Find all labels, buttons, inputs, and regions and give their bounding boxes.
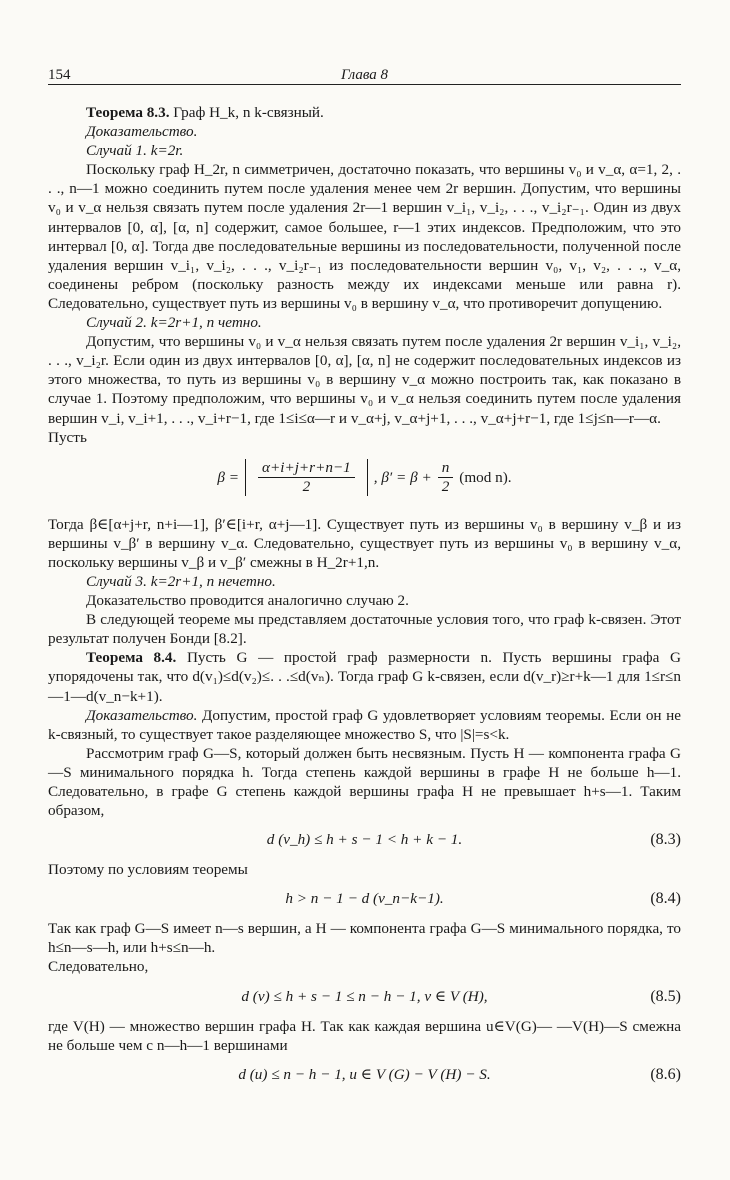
floor-fraction (245, 459, 368, 496)
paragraph-case-2: Допустим, что вершины v₀ и v_α нельзя связать путем после удаления 2r вершин v_i₁, v_i₂, . . ., v_i₂r. Если один из двух интервалов [0, α], [α, n] не содержит последовательных индексов из этого множества, то путь из вершины v₀ в вершину v_α можно построить так, как показано в случае 1. Поэтому предположим, что вершины v₀ и v_α нельзя соединить путем после удаления вершин v_i, v_i+1, . . ., v_i+r−1, где 1≤i≤α—r и v_α+j, v_α+j+1, . . ., v_α+j+r−1, где 1≤j≤n—r—α. (48, 333, 681, 427)
paragraph-vertex-set: где V(H) — множество вершин графа H. Так как каждая вершина u∈V(G)— —V(H)—S смежна не больше чем с n—h—1 вершинами (48, 1017, 681, 1054)
equation-8-3-expr: d (v_h) ≤ h + s − 1 < h + k − 1. (266, 831, 463, 849)
mod-n: (mod n). (459, 469, 512, 487)
paragraph-case-3: Доказательство проводится аналогично случаю 2. (86, 592, 409, 610)
equation-8-6-expr: d (u) ≤ n − h − 1, u ∈ V (G) − V (H) − S. (238, 1065, 491, 1083)
equation-8-5-expr: d (v) ≤ h + s − 1 ≤ n − h − 1, v ∈ V (H), (241, 987, 488, 1005)
frac-denominator: 2 (441, 478, 450, 496)
beta-prime-def: , β′ = β + (373, 469, 432, 487)
book-page (48, 60, 681, 1095)
equation-8-3-number: (8.3) (650, 831, 681, 849)
beta-formula (48, 449, 681, 507)
floor-denominator: 2 (302, 478, 311, 496)
paragraph-intro-8-4: В следующей теореме мы представляем достаточные условия того, что граф k-связен. Этот результат получен Бонди [8.2]. (48, 611, 681, 648)
proof-8-4 (48, 706, 681, 744)
theorem-8-4-statement: Пусть G — простой граф размерности n. Пусть вершины графа G упорядочены так, что d(v₁)≤d(v₂)≤. . .≤d(vₙ). Тогда граф G k-связен, если d(v_r)≥r+k—1 для 1≤r≤n—1—d(v_n−k+1). (48, 649, 681, 705)
equation-8-4-expr: h > n − 1 − d (v_n−k−1). (285, 890, 444, 908)
theorem-8-3-statement: Граф H_k, n k-связный. (169, 104, 324, 121)
frac-numerator: n (438, 459, 454, 478)
paragraph-hence: Следовательно, (48, 958, 149, 976)
theorem-8-4 (48, 648, 681, 705)
equation-8-4 (48, 884, 681, 914)
paragraph-component: Рассмотрим граф G—S, который должен быть несвязным. Пусть H — компонента графа G—S минимального порядка h. Тогда степень каждой вершины в графе H не больше h—1. Следовательно, в графе G степень каждой вершины графа H не превышает h+s—1. Таким образом, (48, 744, 681, 820)
chapter-title: Глава 8 (340, 67, 389, 83)
equation-8-4-number: (8.4) (650, 890, 681, 908)
floor-numerator: α+i+j+r+n−1 (258, 459, 355, 478)
equation-8-5-number: (8.5) (650, 987, 681, 1005)
paragraph-order: Так как граф G—S имеет n—s вершин, а H — компонента графа G—S минимального порядка, то h≤n—s—h, или h+s≤n—h. (48, 920, 681, 957)
case-2-label: Случай 2. k=2r+1, n четно. (86, 314, 262, 332)
paragraph-therefore: Поэтому по условиям теоремы (48, 861, 248, 879)
equation-8-5 (48, 982, 681, 1012)
let-word: Пусть (48, 428, 87, 446)
proof-label: Доказательство. (86, 123, 198, 141)
theorem-8-4-label: Теорема 8.4. (86, 649, 177, 667)
page-number: 154 (48, 67, 71, 83)
beta-lhs: β = (217, 469, 239, 487)
case-1-label: Случай 1. k=2r. (86, 142, 184, 160)
paragraph-case-1: Поскольку граф H_2r, n симметричен, достаточно показать, что вершины v₀ и v_α, α=1, 2, . . ., n—1 можно соединить путем после удаления менее чем 2r вершин. Допустим, что вершины v₀ и v_α нельзя связать путем после удаления 2r—1 вершин v_i₁, v_i₂, . . ., v_i₂r₋₁. Один из двух интервалов [0, α], [α, n] содержит, самое большее, r—1 этих индексов. Предположим, что это интервал [0, α]. Тогда две последовательные вершины из последовательности, полученной после удаления вершин v_i₁, v_i₂, . . ., v_i₂r₋₁ из последовательности вершин v₀, v₁, v₂, . . ., v_α, соединены ребром (поскольку разность между их индексами меньше или равна r). Следовательно, существует путь из вершины v₀ в вершину v_α, что противоречит допущению. (48, 161, 681, 312)
proof-2-label: Доказательство. (86, 706, 198, 724)
equation-8-6-number: (8.6) (650, 1065, 681, 1083)
case-3-label: Случай 3. k=2r+1, n нечетно. (86, 572, 276, 590)
theorem-8-3-label: Теорема 8.3. (86, 104, 170, 121)
n-over-2 (438, 459, 454, 496)
theorem-8-3 (48, 103, 681, 122)
page-header (48, 60, 681, 85)
equation-8-6 (48, 1060, 681, 1090)
paragraph-beta-consequence: Тогда β∈[α+j+r, n+i—1], β′∈[i+r, α+j—1]. Существует путь из вершины v₀ в вершину v_β и из вершины v_β′ в вершину v_α. Следовательно, существует путь из вершины v₀ в вершину v_α, поскольку вершины v_β и v_β′ смежны в H_2r+1,n. (48, 515, 681, 571)
equation-8-3 (48, 825, 681, 855)
proof-8-4-text: Допустим, простой граф G удовлетворяет условиям теоремы. Если он не k-связный, то существует такое разделяющее множество S, что |S|=s<k. (48, 706, 681, 743)
